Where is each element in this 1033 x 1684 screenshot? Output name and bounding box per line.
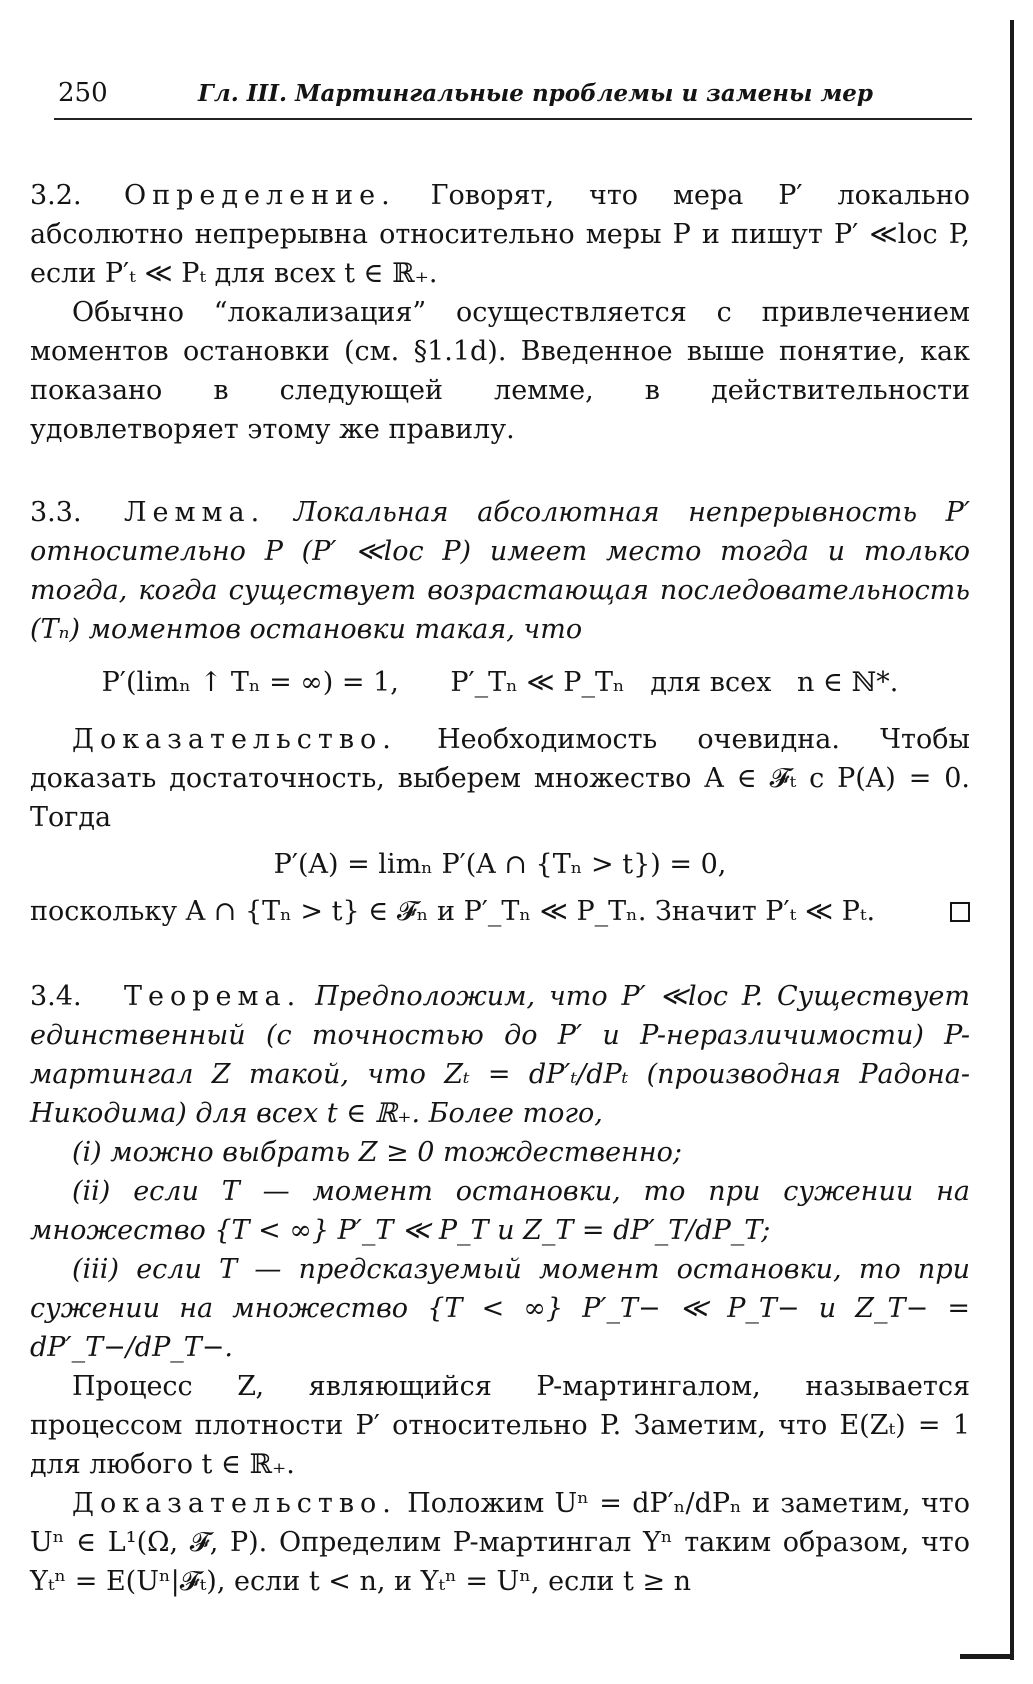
theorem-item-text: (ii) если T — момент остановки, то при сужении на множество {T < ∞} P′_T ≪ P_T и Z_T = dP′_T/dP_T; (30, 1176, 970, 1246)
theorem-item-iii (30, 1250, 970, 1367)
theorem-label: Теорема. (124, 981, 302, 1012)
paragraph-localization: Обычно “локализация” осуществляется с привлечением моментов остановки (см. §1.1d). Введенное выше понятие, как показано в следующей лемме, в действительности удовлетворяет этому же правилу. (30, 297, 970, 445)
definition-3-2 (30, 176, 970, 293)
proof-tail-text: поскольку A ∩ {Tₙ > t} ∈ 𝓕ₙ и P′_Tₙ ≪ P_Tₙ. Значит P′ₜ ≪ Pₜ. (30, 896, 876, 927)
proof-text: Положим Uⁿ = dP′ₙ/dPₙ и заметим, что Uⁿ ∈ L¹(Ω, 𝓕, P). Определим P-мартингал Yⁿ таким образом, что Yₜⁿ = E(Uⁿ|𝓕ₜ), если t < n, и Yₜⁿ = Uⁿ, если t ≥ n (30, 1488, 970, 1597)
running-header (58, 78, 968, 110)
theorem-item-text: (iii) если T — предсказуемый момент остановки, то при сужении на множество {T < ∞} P′_T− ≪ P_T− и Z_T− = dP′_T−/dP_T−. (30, 1254, 970, 1363)
qed-square-icon (950, 902, 970, 922)
definition-label: Определение. (124, 180, 396, 211)
theorem-text: Предположим, что P′ ≪loc P. Существует единственный (с точностью до P′ и P-неразличимости) P-мартингал Z такой, что Zₜ = dP′ₜ/dPₜ (производная Радона-Никодима) для всех t ∈ ℝ₊. Более того, (30, 981, 970, 1129)
theorem-after: Процесс Z, являющийся P-мартингалом, называется процессом плотности P′ относительно P. Заметим, что E(Zₜ) = 1 для любого t ∈ ℝ₊. (30, 1371, 970, 1480)
theorem-3-4 (30, 977, 970, 1133)
definition-text: Говорят, что мера P′ локально абсолютно непрерывна относительно меры P и пишут P′ ≪loc P, если P′ₜ ≪ Pₜ для всех t ∈ ℝ₊. (30, 180, 970, 289)
definition-number: 3.2. (30, 180, 82, 211)
running-title: Гл. III. Мартингальные проблемы и замены мер (198, 80, 874, 107)
lemma-formula: P′(limₙ ↑ Tₙ = ∞) = 1, P′_Tₙ ≪ P_Tₙ для всех n ∈ ℕ*. (101, 667, 899, 698)
proof-label: Доказательство. (72, 1488, 397, 1519)
lemma-3-3 (30, 493, 970, 649)
lemma-text: Локальная абсолютная непрерывность P′ относительно P (P′ ≪loc P) имеет место тогда и только тогда, когда существует возрастающая последовательность (Tₙ) моментов остановки такая, что (30, 497, 970, 645)
proof-3-3 (30, 720, 970, 837)
proof-formula: P′(A) = limₙ P′(A ∩ {Tₙ > t}) = 0, (273, 849, 727, 880)
proof-3-3-tail (30, 892, 970, 931)
theorem-number: 3.4. (30, 981, 82, 1012)
header-rule (54, 118, 972, 120)
theorem-item-i (30, 1133, 970, 1172)
page-body (30, 176, 970, 1601)
theorem-item-text: (i) можно выбрать Z ≥ 0 тождественно; (72, 1137, 682, 1168)
proof-label: Доказательство. (72, 724, 397, 755)
lemma-label: Лемма. (124, 497, 266, 528)
scan-edge-corner (960, 1654, 1012, 1659)
scan-edge-line (1010, 20, 1014, 1660)
page-number: 250 (58, 78, 108, 108)
theorem-item-ii (30, 1172, 970, 1250)
proof-3-4 (30, 1484, 970, 1601)
lemma-number: 3.3. (30, 497, 82, 528)
proof-text: Необходимость очевидна. Чтобы доказать достаточность, выберем множество A ∈ 𝓕ₜ с P(A) = 0. Тогда (30, 724, 970, 833)
